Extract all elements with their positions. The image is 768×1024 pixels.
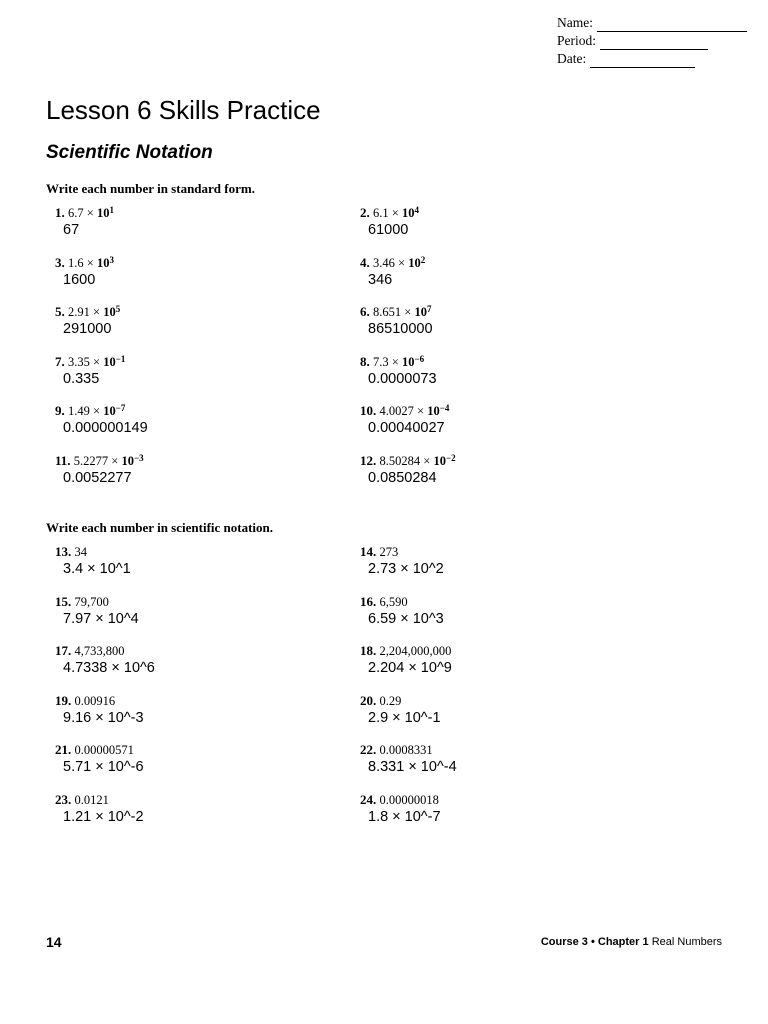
problem-expression	[68, 404, 125, 418]
problem-question	[360, 255, 650, 271]
problem-question	[360, 403, 650, 419]
problem-question	[360, 742, 650, 758]
problem-value: 0.00916	[74, 693, 116, 708]
problem-question	[55, 304, 345, 320]
problem-coefficient: 8.651 ×	[373, 305, 412, 319]
problem-value: 0.00000018	[379, 792, 439, 807]
footer-course-info	[541, 936, 722, 949]
problem-item	[55, 792, 345, 836]
problem-item	[360, 304, 650, 348]
student-info-fields	[557, 14, 747, 68]
problem-question	[360, 453, 650, 469]
power-base: 10	[408, 255, 421, 270]
problem-answer[interactable]: 0.000000149	[63, 420, 148, 436]
problem-value: 273	[379, 545, 399, 559]
problem-number: 5.	[55, 304, 65, 319]
problem-question	[55, 354, 345, 370]
problem-expression	[380, 595, 408, 609]
period-label: Period:	[557, 33, 596, 48]
problem-expression	[373, 206, 419, 220]
problem-number: 9.	[55, 403, 65, 418]
problem-question	[360, 354, 650, 370]
problem-question	[55, 453, 345, 469]
power-exponent: −4	[439, 403, 450, 413]
problem-number: 6.	[360, 304, 370, 319]
problem-item	[360, 255, 650, 299]
problem-answer[interactable]: 9.16 × 10^-3	[63, 709, 144, 726]
problem-answer[interactable]: 2.73 × 10^2	[368, 561, 444, 577]
problem-expression	[75, 694, 116, 708]
problem-answer[interactable]: 6.59 × 10^3	[368, 610, 444, 627]
footer-course: Course 3	[540, 936, 588, 948]
problem-number: 2.	[360, 205, 370, 220]
date-blank-line	[590, 54, 695, 68]
problem-number: 1.	[55, 205, 65, 220]
power-exponent: 3	[109, 254, 114, 265]
problem-expression	[75, 545, 88, 559]
problem-number: 20.	[360, 692, 377, 708]
problem-number: 8.	[360, 353, 370, 369]
problem-expression	[380, 404, 450, 418]
problem-answer[interactable]: 86510000	[368, 321, 433, 337]
problem-item	[360, 643, 650, 687]
power-base: 10	[103, 354, 116, 369]
power-base: 10	[401, 354, 415, 369]
problem-expression	[373, 355, 424, 369]
problem-expression	[373, 256, 425, 270]
problem-expression	[75, 595, 109, 609]
problem-expression	[380, 793, 439, 807]
name-blank-line	[597, 18, 747, 32]
problem-question	[55, 403, 345, 419]
problem-answer[interactable]: 2.204 × 10^9	[368, 660, 452, 676]
problem-answer[interactable]: 3.4 × 10^1	[63, 561, 131, 577]
problem-item	[55, 594, 345, 638]
problem-question	[55, 594, 345, 610]
power-exponent: −7	[115, 403, 126, 413]
problem-expression	[75, 743, 134, 757]
problem-item	[360, 205, 650, 249]
problem-item	[360, 693, 650, 737]
problem-question	[360, 792, 650, 808]
problem-answer[interactable]: 67	[63, 222, 80, 238]
power-exponent: 7	[426, 304, 432, 314]
problem-value: 0.29	[379, 693, 402, 708]
page-subtitle: Scientific Notation	[46, 142, 213, 163]
power-exponent: 4	[414, 205, 419, 215]
problem-value: 0.0008331	[379, 743, 433, 757]
problem-item	[55, 643, 345, 687]
power-base: 10	[427, 404, 440, 418]
problem-value: 2,204,000,000	[379, 644, 452, 658]
problem-number: 14.	[360, 544, 377, 559]
problem-item	[360, 544, 650, 588]
problem-answer[interactable]: 0.0052277	[63, 469, 132, 486]
problem-question	[360, 693, 650, 709]
problem-expression	[68, 206, 114, 220]
problem-expression	[380, 454, 456, 468]
problem-question	[55, 205, 345, 221]
problem-value: 0.00000571	[74, 743, 134, 757]
problem-answer[interactable]: 2.9 × 10^-1	[368, 709, 441, 726]
problem-value: 0.0121	[74, 792, 109, 807]
problem-expression	[68, 305, 120, 319]
problem-answer[interactable]: 7.97 × 10^4	[63, 610, 139, 627]
problem-coefficient: 7.3 ×	[373, 354, 399, 369]
date-label: Date:	[557, 51, 587, 66]
problem-item	[360, 354, 650, 398]
problem-item	[55, 742, 345, 786]
problem-expression	[380, 644, 452, 658]
problem-value: 6,590	[379, 594, 408, 609]
footer-chapter: Chapter 1	[597, 936, 649, 948]
problem-item	[55, 255, 345, 299]
problem-item	[55, 693, 345, 737]
power-base: 10	[103, 404, 116, 418]
problem-answer[interactable]: 291000	[63, 321, 112, 337]
problem-coefficient: 1.6 ×	[68, 255, 94, 270]
problem-coefficient: 4.0027 ×	[379, 404, 425, 418]
period-field[interactable]	[557, 32, 747, 50]
problem-item	[55, 205, 345, 249]
problem-number: 18.	[360, 643, 377, 658]
problem-item	[360, 403, 650, 447]
problem-value: 4,733,800	[74, 644, 125, 658]
name-field[interactable]	[557, 14, 747, 32]
power-base: 10	[96, 255, 110, 270]
problem-question	[360, 643, 650, 659]
problem-coefficient: 6.7 ×	[68, 206, 94, 220]
period-blank-line	[600, 36, 708, 50]
problem-item	[55, 403, 345, 447]
problem-item	[360, 742, 650, 786]
problem-item	[360, 453, 650, 497]
section2-instruction: Write each number in scientific notation.	[46, 520, 274, 535]
power-exponent: 2	[420, 254, 426, 265]
problem-number: 10.	[360, 403, 377, 418]
problem-question	[360, 594, 650, 610]
problem-item	[360, 594, 650, 638]
problem-question	[55, 544, 345, 560]
problem-expression	[380, 694, 402, 708]
problem-number: 11.	[55, 452, 71, 468]
problem-number: 17.	[55, 643, 72, 658]
problem-answer[interactable]: 0.0000073	[368, 370, 437, 387]
problem-answer[interactable]: 1.8 × 10^-7	[368, 808, 441, 825]
power-base: 10	[401, 206, 415, 220]
page-title: Lesson 6 Skills Practice	[46, 95, 321, 125]
problem-number: 23.	[55, 791, 72, 807]
problem-answer[interactable]: 0.335	[63, 370, 100, 387]
problem-number: 22.	[360, 742, 377, 757]
problem-item	[55, 354, 345, 398]
problem-question	[360, 544, 650, 560]
problem-answer[interactable]: 1.21 × 10^-2	[63, 808, 144, 825]
problem-question	[55, 693, 345, 709]
problem-number: 21.	[55, 742, 72, 757]
power-exponent: −1	[115, 353, 126, 364]
problem-expression	[75, 793, 109, 807]
power-exponent: −2	[445, 452, 456, 463]
problem-coefficient: 8.50284 ×	[379, 453, 431, 468]
footer-separator: •	[587, 936, 598, 948]
problem-item	[360, 792, 650, 836]
problem-answer[interactable]: 4.7338 × 10^6	[63, 660, 155, 676]
power-exponent: 1	[109, 205, 114, 215]
problem-expression	[74, 454, 144, 468]
problem-item	[55, 544, 345, 588]
problem-question	[55, 255, 345, 271]
problem-expression	[75, 644, 125, 658]
problem-item	[55, 304, 345, 348]
date-field[interactable]	[557, 50, 747, 68]
problem-question	[360, 205, 650, 221]
power-exponent: −6	[414, 353, 425, 364]
problem-question	[55, 792, 345, 808]
footer-chapter-title: Real Numbers	[648, 936, 722, 948]
problem-question	[55, 742, 345, 758]
name-label: Name:	[557, 15, 593, 30]
problem-answer[interactable]: 61000	[368, 222, 409, 238]
power-exponent: 5	[115, 304, 121, 314]
problem-expression	[373, 305, 431, 319]
problem-coefficient: 1.49 ×	[68, 404, 101, 418]
problem-coefficient: 3.35 ×	[68, 354, 101, 369]
power-base: 10	[414, 305, 427, 319]
problem-answer[interactable]: 0.00040027	[368, 420, 445, 436]
problem-question	[55, 643, 345, 659]
problem-answer[interactable]: 8.331 × 10^-4	[368, 759, 457, 775]
problem-number: 12.	[360, 452, 377, 468]
problem-number: 15.	[55, 593, 72, 609]
problem-value: 79,700	[74, 594, 109, 609]
problem-coefficient: 2.91 ×	[68, 305, 101, 319]
problem-number: 24.	[360, 791, 377, 807]
problem-value: 34	[74, 545, 87, 559]
power-base: 10	[121, 453, 134, 468]
power-base: 10	[103, 305, 116, 319]
problem-expression	[68, 256, 114, 270]
power-exponent: −3	[133, 452, 144, 463]
problem-number: 16.	[360, 593, 377, 609]
power-base: 10	[96, 206, 110, 220]
problem-item	[55, 453, 345, 497]
section1-instruction: Write each number in standard form.	[46, 181, 255, 196]
problem-answer[interactable]: 346	[368, 271, 393, 288]
problem-coefficient: 5.2277 ×	[73, 453, 119, 468]
problem-question	[360, 304, 650, 320]
page-number: 14	[46, 934, 62, 950]
problem-expression	[68, 355, 125, 369]
problem-answer[interactable]: 1600	[63, 271, 96, 288]
problem-number: 4.	[360, 254, 370, 270]
problem-answer[interactable]: 5.71 × 10^-6	[63, 759, 144, 775]
problem-answer[interactable]: 0.0850284	[368, 469, 437, 486]
problem-number: 3.	[55, 254, 65, 270]
problem-expression	[380, 743, 433, 757]
power-base: 10	[433, 453, 446, 468]
problem-coefficient: 3.46 ×	[373, 255, 406, 270]
problem-number: 19.	[55, 692, 72, 708]
problem-expression	[380, 545, 399, 559]
problem-number: 13.	[55, 544, 72, 559]
problem-number: 7.	[55, 353, 65, 369]
problem-coefficient: 6.1 ×	[373, 206, 399, 220]
